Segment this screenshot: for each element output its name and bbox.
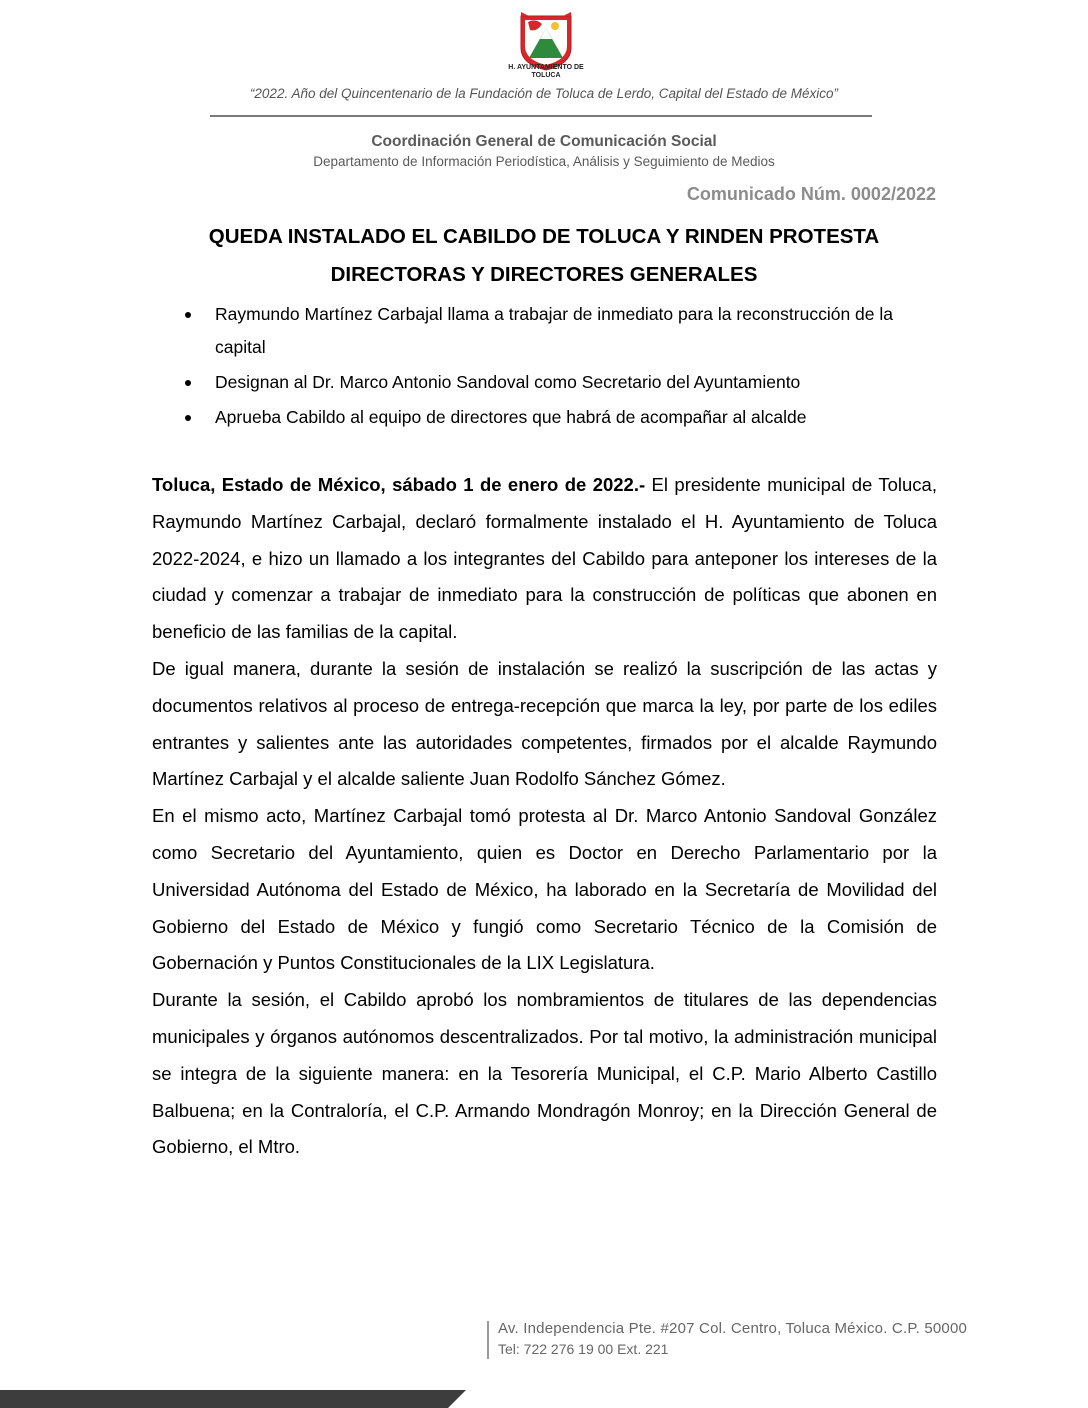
paragraph-1-text: El presidente municipal de Toluca, Raymundo Martínez Carbajal, declaró formalmente instalado el H. Ayuntamiento de Toluca 2022-2024, e hizo un llamado a los integrantes del Cabildo para anteponer los intereses de la ciudad y comenzar a trabajar de inmediato para la construcción de políticas que abonen en beneficio de las familias de la capital. [152, 474, 937, 643]
dateline: Toluca, Estado de México, sábado 1 de enero de 2022.- [152, 474, 646, 495]
list-item [150, 401, 938, 434]
footer-address: Av. Independencia Pte. #207 Col. Centro, Toluca México. C.P. 50000 [498, 1320, 968, 1337]
bullet-icon [185, 415, 191, 421]
list-item [150, 298, 938, 364]
footer-bottom-bar [0, 1390, 448, 1408]
summary-bullets [150, 298, 938, 436]
paragraph-1 [152, 467, 937, 651]
bullet-text: Raymundo Martínez Carbajal llama a trabajar de inmediato para la reconstrucción de la capital [215, 304, 893, 357]
paragraph-3: En el mismo acto, Martínez Carbajal tomó protesta al Dr. Marco Antonio Sandoval González como Secretario del Ayuntamiento, quien es Doctor en Derecho Parlamentario por la Universidad Autónoma del Estado de México, ha laborado en la Secretaría de Movilidad del Gobierno del Estado de México y fungió como Secretario Técnico de la Comisión de Gobernación y Puntos Constitucionales de la LIX Legislatura. [152, 805, 937, 974]
bullet-icon [185, 380, 191, 386]
paragraph-2: De igual manera, durante la sesión de instalación se realizó la suscripción de las actas y documentos relativos al proceso de entrega-recepción que marca la ley, por parte de los ediles entrantes y salientes ante las autoridades competentes, firmados por el alcalde Raymundo Martínez Carbajal y el alcalde saliente Juan Rodolfo Sánchez Gómez. [152, 657, 937, 790]
bullet-icon [185, 312, 191, 318]
coordination-title: Coordinación General de Comunicación Social [371, 133, 717, 150]
footer-divider [487, 1321, 489, 1359]
list-item [150, 366, 938, 399]
logo-caption: H. AYUNTAMIENTO DE TOLUCA [508, 64, 584, 79]
header-tagline: “2022. Año del Quincentenario de la Fundación de Toluca de Lerdo, Capital del Estado de México” [249, 86, 839, 101]
headline: QUEDA INSTALADO EL CABILDO DE TOLUCA Y RINDEN PROTESTA DIRECTORAS Y DIRECTORES GENERALES [208, 225, 880, 286]
article-body [152, 467, 937, 1166]
communique-number: Comunicado Núm. 0002/2022 [686, 184, 936, 204]
header-divider [210, 115, 872, 117]
footer-phone: Tel: 722 276 19 00 Ext. 221 [498, 1341, 669, 1357]
paragraph-4: Durante la sesión, el Cabildo aprobó los nombramientos de titulares de las dependencias municipales y órganos autónomos descentralizados. Por tal motivo, la administración municipal se integra de la siguiente manera: en la Tesorería Municipal, el C.P. Mario Alberto Castillo Balbuena; en la Contraloría, el C.P. Armando Mondragón Monroy; en la Dirección General de Gobierno, el Mtro. [152, 989, 937, 1158]
department-subtitle: Departamento de Información Periodística, Análisis y Seguimiento de Medios [313, 154, 775, 169]
bullet-text: Aprueba Cabildo al equipo de directores que habrá de acompañar al alcalde [215, 407, 807, 427]
bullet-text: Designan al Dr. Marco Antonio Sandoval como Secretario del Ayuntamiento [215, 372, 801, 392]
footer-bottom-bar-tip [448, 1390, 466, 1408]
